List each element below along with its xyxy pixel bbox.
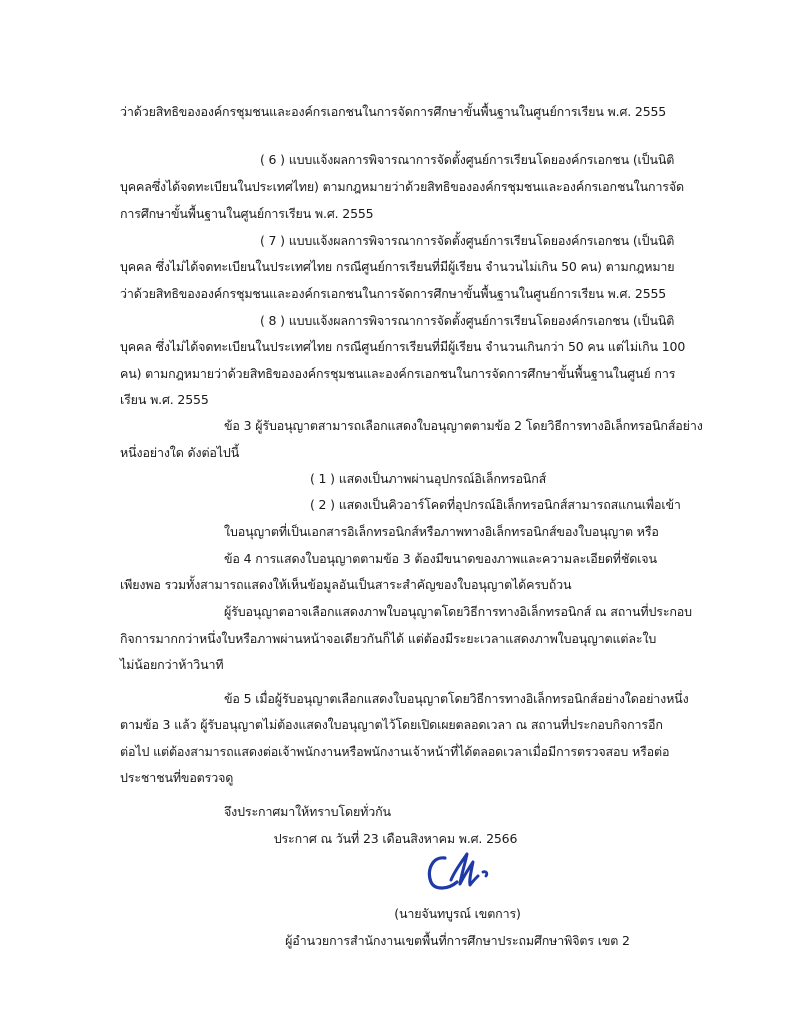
- item7-line-1: ( 7 ) แบบแจ้งผลการพิจารณาการจัดตั้งศูนย์การเรียนโดยองค์กรเอกชน (เป็นนิติ: [260, 233, 675, 248]
- clause5-line-1: ข้อ 5 เมื่อผู้รับอนุญาตเลือกแสดงใบอนุญาตโดยวิธีการทางอิเล็กทรอนิกส์อย่างใดอย่างหนึ่ง: [224, 691, 689, 706]
- clause4-line-2: เพียงพอ รวมทั้งสามารถแสดงให้เห็นข้อมูลอันเป็นสาระสำคัญของใบอนุญาตได้ครบถ้วน: [120, 577, 572, 592]
- clause3-line-2: หนึ่งอย่างใด ดังต่อไปนี้: [120, 445, 240, 460]
- clause5-line-2: ตามข้อ 3 แล้ว ผู้รับอนุญาตไม่ต้องแสดงใบอนุญาตไว้โดยเปิดเผยตลอดเวลา ณ สถานที่ประกอบกิจการอีก: [120, 717, 663, 732]
- announcement-line: จึงประกาศมาให้ทราบโดยทั่วกัน: [224, 804, 391, 819]
- item7-line-2: บุคคล ซึ่งไม่ได้จดทะเบียนในประเทศไทย กรณีศูนย์การเรียนที่มีผู้เรียน จำนวนไม่เกิน 50 คน) ตามกฎหมาย: [120, 259, 675, 274]
- clause3-line-1: ข้อ 3 ผู้รับอนุญาตสามารถเลือกแสดงใบอนุญาตตามข้อ 2 โดยวิธีการทางอิเล็กทรอนิกส์อย่าง: [224, 418, 703, 433]
- item6-line-2: บุคคลซึ่งได้จดทะเบียนในประเทศไทย) ตามกฎหมายว่าด้วยสิทธิขององค์กรชุมชนและองค์กรเอกชนในการจัด: [120, 179, 685, 194]
- clause4-para2-line-2: กิจการมากกว่าหนึ่งใบหรือภาพผ่านหน้าจอเดียวกันก็ได้ แต่ต้องมีระยะเวลาแสดงภาพใบอนุญาตแต่ละใบ: [120, 631, 657, 646]
- signer-title: ผู้อำนวยการสำนักงานเขตพื้นที่การศึกษาประถมศึกษาพิจิตร เขต 2: [285, 933, 630, 948]
- item8-line-2: บุคคล ซึ่งไม่ได้จดทะเบียนในประเทศไทย กรณีศูนย์การเรียนที่มีผู้เรียน จำนวนเกินกว่า 50 คน แต่ไม่เกิน 100: [120, 339, 686, 354]
- item8-line-4: เรียน พ.ศ. 2555: [120, 392, 209, 407]
- clause4-para2-line-1: ผู้รับอนุญาตอาจเลือกแสดงภาพใบอนุญาตโดยวิธีการทางอิเล็กทรอนิกส์ ณ สถานที่ประกอบ: [224, 604, 692, 619]
- clause3-sub2-line-2: ใบอนุญาตที่เป็นเอกสารอิเล็กทรอนิกส์หรือภาพทางอิเล็กทรอนิกส์ของใบอนุญาต หรือ: [224, 524, 659, 539]
- clause3-sub2-line-1: ( 2 ) แสดงเป็นคิวอาร์โคดที่อุปกรณ์อิเล็กทรอนิกส์สามารถสแกนเพื่อเข้า: [310, 497, 681, 512]
- clause3-sub1: ( 1 ) แสดงเป็นภาพผ่านอุปกรณ์อิเล็กทรอนิกส์: [310, 471, 547, 486]
- item6-line-3: การศึกษาขั้นพื้นฐานในศูนย์การเรียน พ.ศ. 2555: [120, 206, 374, 221]
- item6-line-1: ( 6 ) แบบแจ้งผลการพิจารณาการจัดตั้งศูนย์การเรียนโดยองค์กรเอกชน (เป็นนิติ: [260, 152, 675, 167]
- clause5-line-3: ต่อไป แต่ต้องสามารถแสดงต่อเจ้าพนักงานหรือพนักงานเจ้าหน้าที่ได้ตลอดเวลาเมื่อมีการตรวจสอบ หรือต่อ: [120, 744, 670, 759]
- signer-name: (นายจันทบูรณ์ เขตการ): [394, 906, 521, 921]
- item8-line-1: ( 8 ) แบบแจ้งผลการพิจารณาการจัดตั้งศูนย์การเรียนโดยองค์กรเอกชน (เป็นนิติ: [260, 313, 675, 328]
- date-line: ประกาศ ณ วันที่ 23 เดือนสิงหาคม พ.ศ. 2566: [273, 831, 518, 846]
- item7-line-3: ว่าด้วยสิทธิขององค์กรชุมชนและองค์กรเอกชนในการจัดการศึกษาขั้นพื้นฐานในศูนย์การเรียน พ.ศ. 2555: [120, 286, 667, 301]
- clause5-line-4: ประชาชนที่ขอตรวจดู: [120, 770, 234, 785]
- clause4-line-1: ข้อ 4 การแสดงใบอนุญาตตามข้อ 3 ต้องมีขนาดของภาพและความละเอียดที่ชัดเจน: [224, 551, 657, 566]
- handwritten-signature: [423, 848, 503, 896]
- clause4-para2-line-3: ไม่น้อยกว่าห้าวินาที: [120, 657, 224, 672]
- intro-line: ว่าด้วยสิทธิขององค์กรชุมชนและองค์กรเอกชนในการจัดการศึกษาขั้นพื้นฐานในศูนย์การเรียน พ.ศ. 2555: [120, 104, 667, 119]
- item8-line-3: คน) ตามกฎหมายว่าด้วยสิทธิขององค์กรชุมชนและองค์กรเอกชนในการจัดการศึกษาขั้นพื้นฐานในศูนย์ การ: [120, 366, 676, 381]
